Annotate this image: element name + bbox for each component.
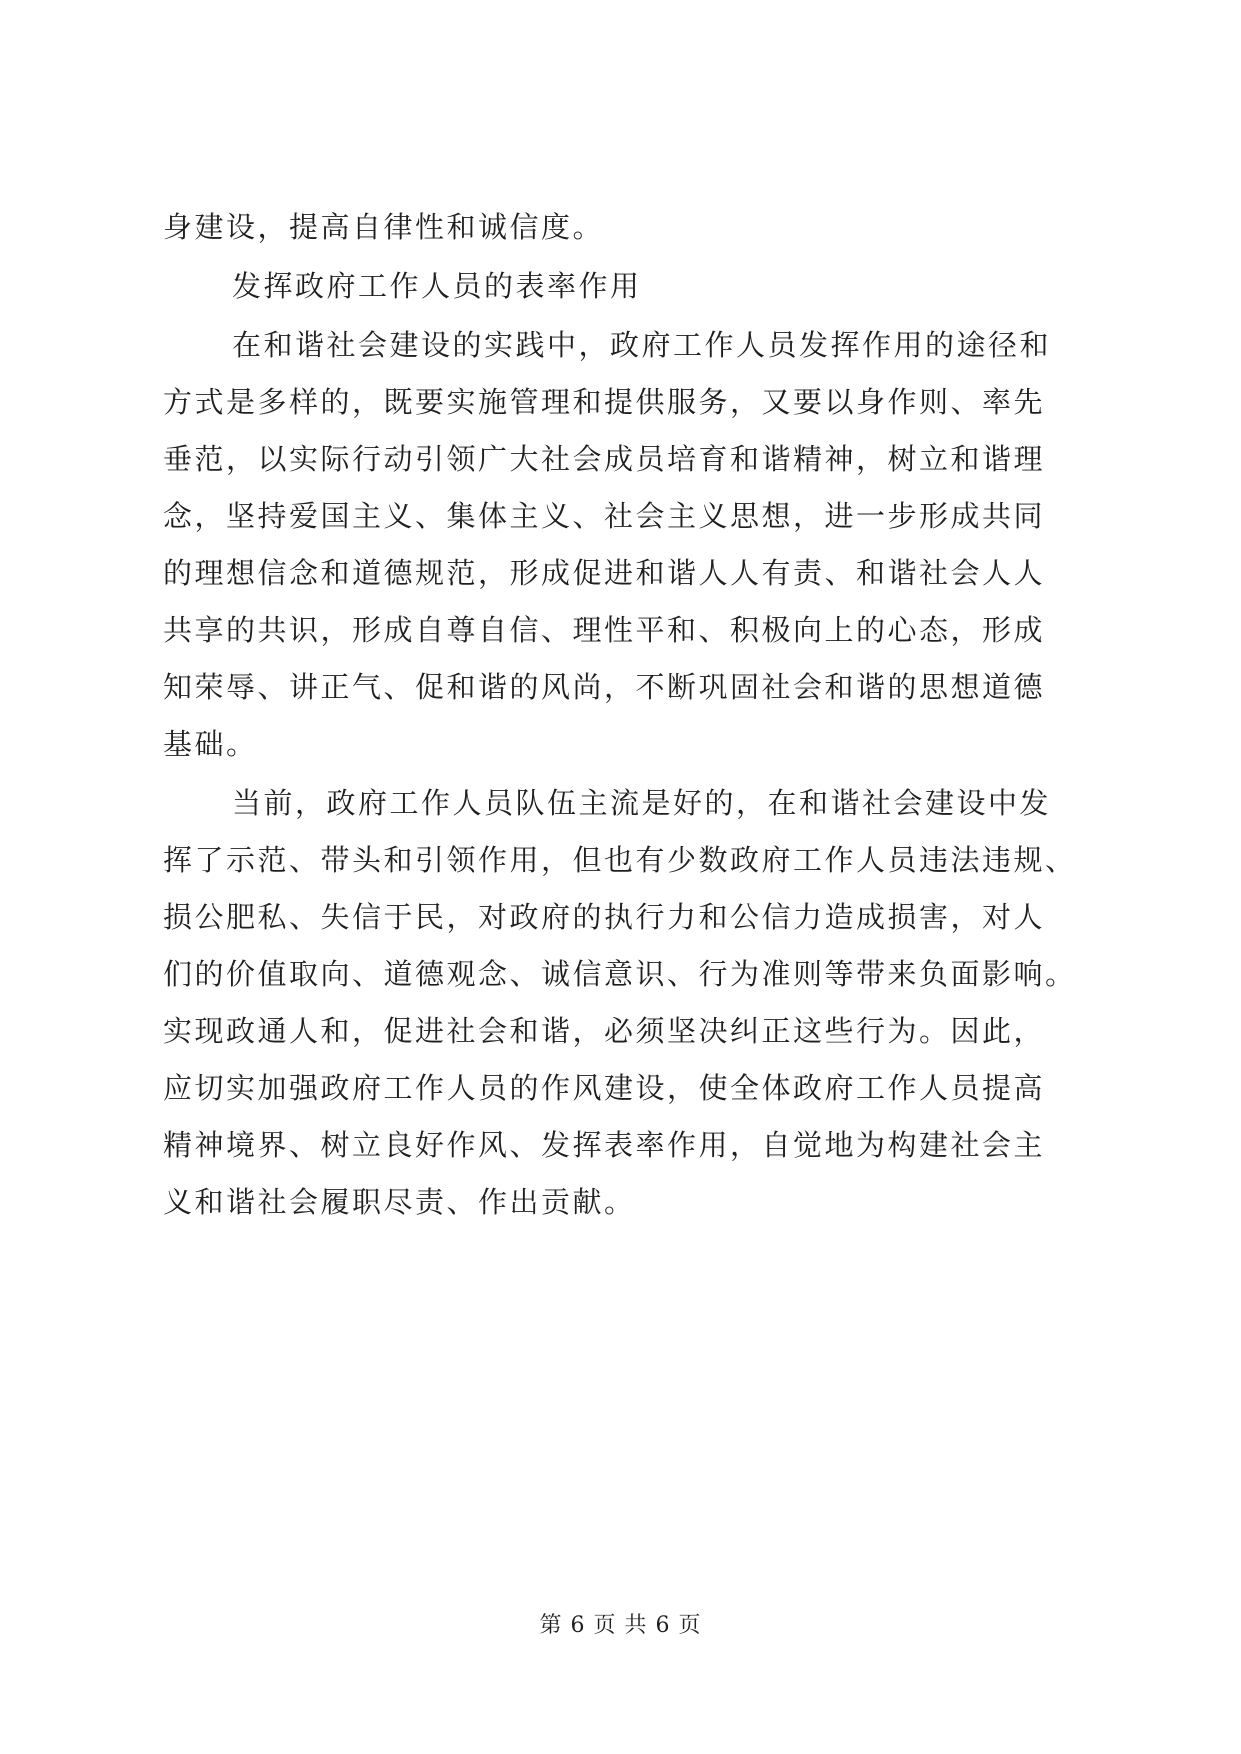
- paragraph-line: 方式是多样的，既要实施管理和提供服务，又要以身作则、率先: [163, 385, 1046, 419]
- paragraph-line: 垂范，以实际行动引领广大社会成员培育和谐精神，树立和谐理: [163, 442, 1046, 476]
- paragraph-line: 们的价值取向、道德观念、诚信意识、行为准则等带来负面影响。: [163, 957, 1077, 991]
- page-footer: 第 6 页 共 6 页: [539, 1613, 702, 1638]
- paragraph-line: 知荣辱、讲正气、促和谐的风尚，不断巩固社会和谐的思想道德: [163, 670, 1046, 704]
- section-heading: 发挥政府工作人员的表率作用: [232, 269, 642, 303]
- paragraph-line: 损公肥私、失信于民，对政府的执行力和公信力造成损害，对人: [163, 900, 1046, 934]
- paragraph-line: 基础。: [163, 727, 258, 761]
- paragraph-line: 在和谐社会建设的实践中，政府工作人员发挥作用的途径和: [232, 328, 1052, 362]
- paragraph-line: 挥了示范、带头和引领作用，但也有少数政府工作人员违法违规、: [163, 843, 1077, 877]
- paragraph-line: 身建设，提高自律性和诚信度。: [163, 210, 605, 244]
- paragraph-line: 念，坚持爱国主义、集体主义、社会主义思想，进一步形成共同: [163, 499, 1046, 533]
- paragraph-line: 实现政通人和，促进社会和谐，必须坚决纠正这些行为。因此，: [163, 1014, 1046, 1048]
- paragraph-line: 当前，政府工作人员队伍主流是好的，在和谐社会建设中发: [232, 786, 1052, 820]
- paragraph-line: 共享的共识，形成自尊自信、理性平和、积极向上的心态，形成: [163, 613, 1046, 647]
- paragraph-line: 精神境界、树立良好作风、发挥表率作用，自觉地为构建社会主: [163, 1128, 1046, 1162]
- paragraph-line: 应切实加强政府工作人员的作风建设，使全体政府工作人员提高: [163, 1071, 1046, 1105]
- paragraph-line: 义和谐社会履职尽责、作出贡献。: [163, 1185, 636, 1219]
- paragraph-line: 的理想信念和道德规范，形成促进和谐人人有责、和谐社会人人: [163, 556, 1046, 590]
